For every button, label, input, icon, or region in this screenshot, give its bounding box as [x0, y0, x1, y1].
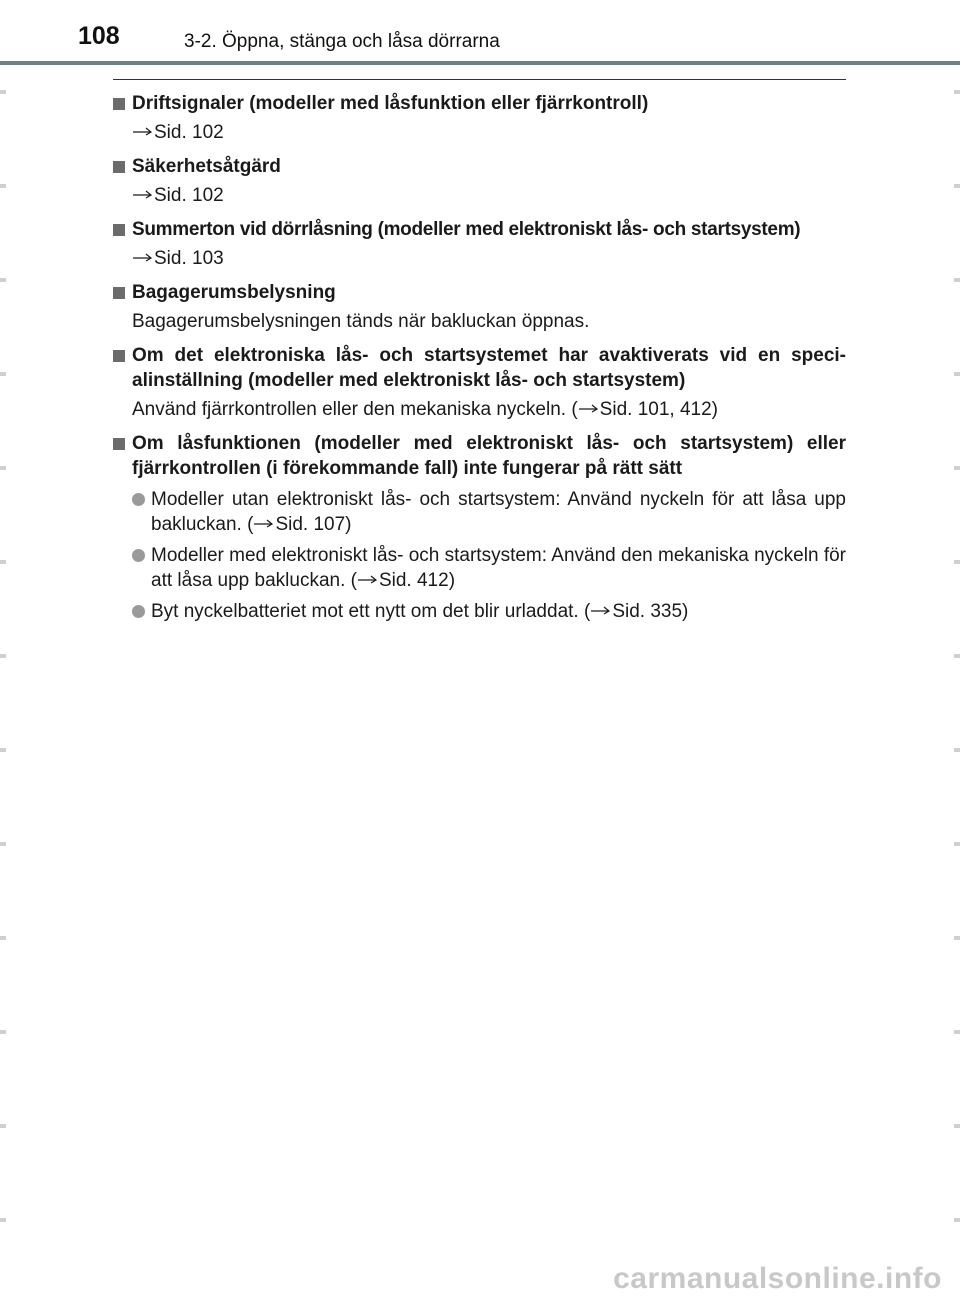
list-item [113, 487, 846, 537]
square-bullet-icon [113, 350, 125, 362]
arrow-right-icon [132, 126, 153, 136]
list-item-text: Byt nyckelbatteriet mot ett nytt om det blir urladdat. ( [151, 601, 591, 622]
section-heading: Summerton vid dörrlåsning (modeller med elektroniskt lås- och startsystem) [132, 219, 801, 240]
section-heading: Om låsfunktionen (modeller med elektroniskt lås- och startsystem) eller fjärrkontrollen (i förekommande fall) inte fungerar på rätt sätt [132, 433, 846, 479]
page-reference-text[interactable]: Sid. 335) [612, 601, 689, 622]
square-bullet-icon [113, 438, 125, 450]
page-reference[interactable] [113, 120, 846, 145]
section-paragraph [113, 397, 846, 422]
arrow-right-icon [357, 574, 378, 584]
watermark[interactable]: carmanualsonline.info [613, 1262, 942, 1295]
page-header [0, 0, 960, 70]
section-lasfunktion-fel [113, 431, 846, 624]
page-reference[interactable] [113, 246, 846, 271]
list-item-text: Modeller utan elektroniskt lås- och startsystem: Använd nyckeln för att låsa upp bakluckan. ( [151, 489, 846, 535]
square-bullet-icon [113, 224, 125, 236]
page-number: 108 [78, 22, 120, 50]
section-heading: Säkerhetsåtgärd [132, 156, 281, 177]
header-rule [0, 61, 960, 65]
arrow-right-icon [590, 605, 611, 615]
content-top-rule [113, 79, 846, 80]
square-bullet-icon [113, 161, 125, 173]
section-summerton [113, 217, 846, 271]
section-heading: Bagagerumsbelysning [132, 282, 336, 303]
page-reference-text[interactable]: Sid. 412) [378, 570, 456, 591]
left-edge-marks [0, 0, 6, 1306]
arrow-right-icon [132, 189, 153, 199]
page-reference-text: Sid. 103 [154, 248, 224, 269]
section-sakerhetsatgard [113, 154, 846, 208]
list-item [113, 543, 846, 593]
section-bagagerumsbelysning [113, 280, 846, 334]
section-heading: Driftsignaler (modeller med låsfunktion eller fjärrkontroll) [132, 93, 649, 114]
arrow-right-icon [132, 252, 153, 262]
section-paragraph: Bagagerumsbelysningen tänds när bakluckan öppnas. [132, 311, 590, 332]
page-reference-text[interactable]: Sid. 101, 412) [599, 399, 718, 420]
page-reference-text: Sid. 102 [154, 185, 224, 206]
page-reference-text[interactable]: Sid. 107) [275, 514, 352, 535]
right-edge-marks [954, 0, 960, 1306]
page-reference[interactable] [113, 183, 846, 208]
arrow-right-icon [578, 403, 599, 413]
square-bullet-icon [113, 287, 125, 299]
section-driftsignaler [113, 91, 846, 145]
content [113, 91, 846, 633]
list-item-text: Modeller med elektroniskt lås- och startsystem: Använd den mekaniska nyckeln för att låsa upp bakluckan. ( [151, 545, 846, 591]
section-heading: Om det elektroniska lås- och startsystemet har avaktiverats vid en speci-alinställning (modeller med elektroniskt lås- och startsystem) [132, 345, 846, 391]
section-avaktiverat-system [113, 343, 846, 422]
square-bullet-icon [113, 98, 125, 110]
list-item [113, 599, 846, 624]
arrow-right-icon [253, 518, 274, 528]
page-reference-text: Sid. 102 [154, 122, 224, 143]
round-bullet-icon [132, 493, 145, 506]
chapter-title: 3-2. Öppna, stänga och låsa dörrarna [184, 31, 500, 52]
paragraph-text: Använd fjärrkontrollen eller den mekaniska nyckeln. ( [132, 399, 578, 420]
round-bullet-icon [132, 549, 145, 562]
round-bullet-icon [132, 605, 145, 618]
